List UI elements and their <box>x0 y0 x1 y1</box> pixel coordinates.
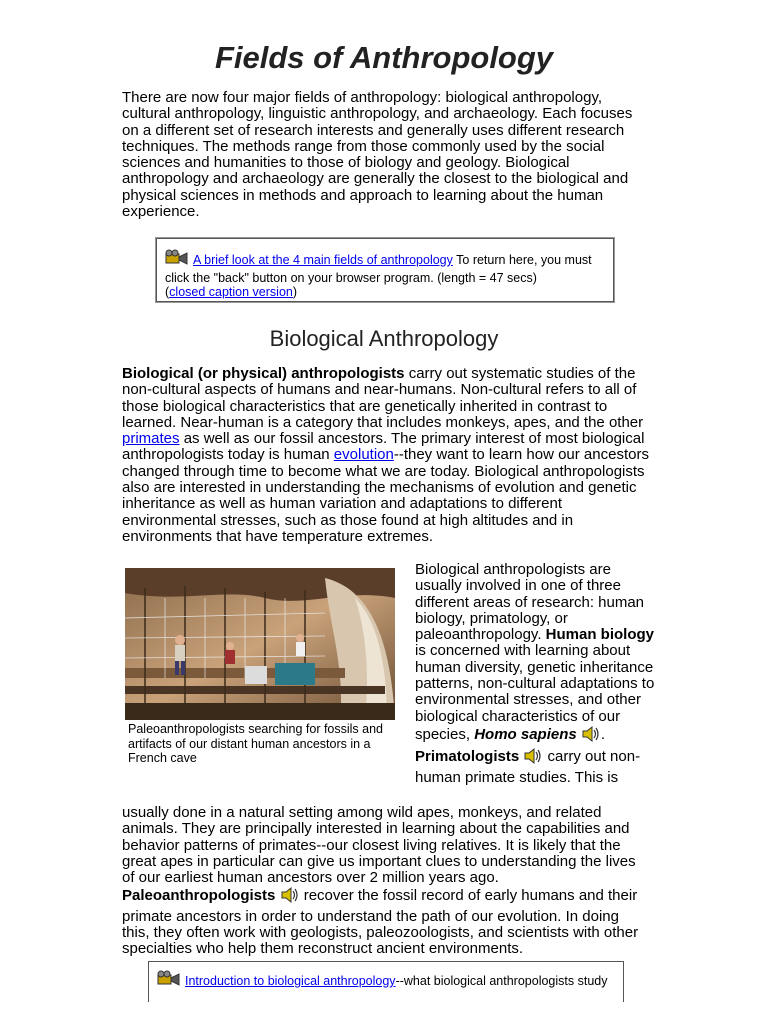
closed-caption-link[interactable]: closed caption version <box>169 285 293 299</box>
page-title: Fields of Anthropology <box>214 40 554 75</box>
right-text-1: Biological anthropologists are usually involved in one of three different areas of research: human biology, primatology, or paleoanthropology. <box>415 561 645 644</box>
evolution-link[interactable]: evolution <box>333 446 394 464</box>
photo-caption: Paleoanthropologists searching for fossils and artifacts of our distant human ancestors in a French cave <box>128 722 384 765</box>
paleoanthropologists-bold: Paleoanthropologists <box>122 887 276 905</box>
intro-paragraph: There are now four major fields of anthropology: biological anthropology, cultural anthropology, linguistic anthropology, and archaeology. Each focuses on a different set of research interests and generally uses different research techniques. The methods range from those commonly used by the social sciences and humanities to those of biology and geology. Biological anthropology and archaeology are generally the closest to the biological and physical sciences in methods and approach to learning about the human experience. <box>122 89 633 221</box>
bottom-text-2: recover the fossil record of early humans and their primate ancestors in order to understand the path of our evolution. In doing this, they often work with geologists, paleozoologists, and scientists with other specialties who help them reconstruct ancient environments. <box>122 887 639 958</box>
human-biology-bold: Human biology <box>545 626 655 644</box>
bio-anthro-bold: Biological (or physical) anthropologists <box>122 365 405 382</box>
homo-sapiens-term: Homo sapiens <box>474 725 577 743</box>
bottom-text-1: usually done in a natural setting among wild apes, monkeys, and related animals. They are principally interested in learning about the capabilities and behavior patterns of primates--our closest living relatives. It is likely that the great apes in particular can give us important clues to understanding the lives of our earliest human ancestors over 2 million years ago. <box>122 804 636 887</box>
speaker-icon[interactable] <box>581 725 601 747</box>
right-text-2: is concerned with learning about human diversity, genetic inheritance patterns, non-cultural adaptations to environmental stresses, and other biological characteristics of our species, <box>415 642 655 743</box>
video-camera-icon <box>157 970 181 992</box>
section-heading: Biological Anthropology <box>269 326 499 351</box>
bio-text-3: --they want to learn how our ancestors changed through time to become what we are today. Biological anthropologists also are interested in understanding the mechanisms of evolution and genetic inheritance as well as human variation and adaptations to different environmental stresses, such as those found at high altitudes and in environments that have temperature extremes. <box>122 446 649 545</box>
speaker-icon[interactable] <box>523 747 543 769</box>
video-link-box <box>156 238 614 302</box>
cc-open-paren: ( <box>165 285 170 299</box>
cave-excavation-photo <box>125 568 395 720</box>
intro-bio-link-box <box>148 961 624 1002</box>
research-areas-column <box>415 562 655 786</box>
right-text-4: carry out non-human primate studies. This is <box>415 748 641 786</box>
fields-video-link[interactable]: A brief look at the 4 main fields of anthropology <box>193 253 453 267</box>
right-text-3: . <box>600 725 606 743</box>
video-camera-icon <box>165 249 189 271</box>
video-box-text: To return here, you must click the "back" button on your browser program. (length = 47 secs) <box>165 253 592 285</box>
primatologists-bold: Primatologists <box>415 748 520 766</box>
speaker-icon[interactable] <box>280 886 300 908</box>
bio-text-1: carry out systematic studies of the non-cultural aspects of humans and near-humans. Non-cultural refers to all of those biological characteristics that are genetically inherited in contrast to learned. Near-human is a category that includes monkeys, apes, and the other <box>122 365 644 431</box>
bio-anthro-paragraph <box>122 366 650 545</box>
cc-close-paren: ) <box>292 285 298 299</box>
intro-bio-anthro-link[interactable]: Introduction to biological anthropology <box>185 974 396 988</box>
intro-bio-text: --what biological anthropologists study <box>395 974 608 988</box>
bio-text-2: as well as our fossil ancestors. The primary interest of most biological anthropologists today is human <box>122 430 645 464</box>
primates-link[interactable]: primates <box>122 430 180 448</box>
primatology-paragraph <box>122 805 650 958</box>
